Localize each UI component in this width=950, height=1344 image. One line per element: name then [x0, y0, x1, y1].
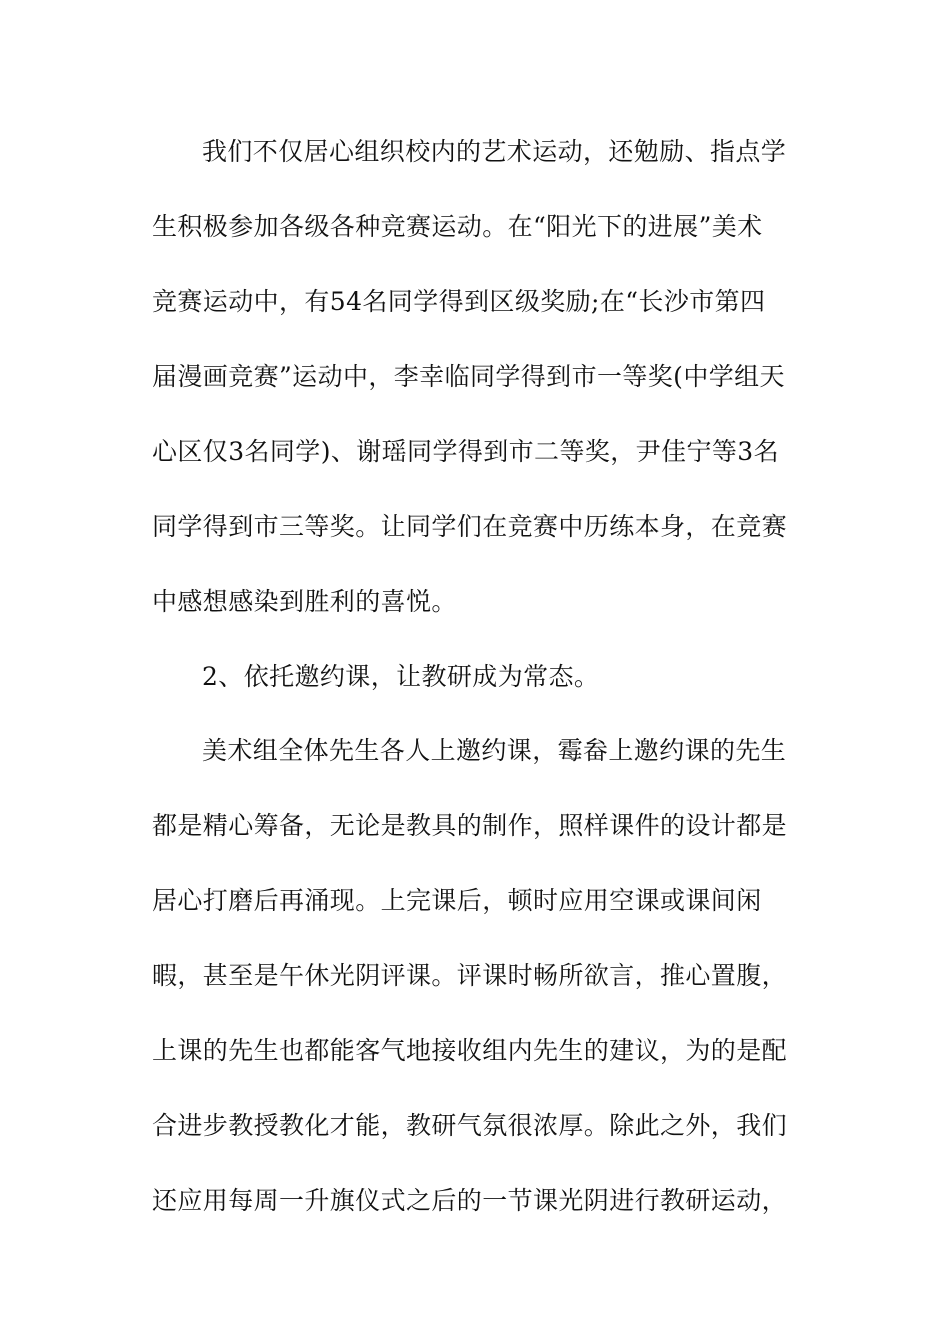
paragraph-line: 我们不仅居心组织校内的艺术运动，还勉励、指点学	[202, 137, 787, 166]
paragraph-line: 中感想感染到胜利的喜悦。	[152, 587, 457, 616]
paragraph-line: 同学得到市三等奖。让同学们在竞赛中历练本身，在竞赛	[152, 512, 788, 541]
section-heading: 2、依托邀约课，让教研成为常态。	[202, 662, 600, 691]
paragraph-line: 上课的先生也都能客气地接收组内先生的建议，为的是配	[152, 1036, 788, 1065]
paragraph-line: 竞赛运动中，有54名同学得到区级奖励;在“长沙市第四	[152, 287, 766, 316]
paragraph-line: 还应用每周一升旗仪式之后的一节课光阴进行教研运动，	[152, 1186, 788, 1215]
paragraph-line: 心区仅3名同学)、谢瑶同学得到市二等奖，尹佳宁等3名	[152, 437, 779, 466]
paragraph-line: 合进步教授教化才能，教研气氛很浓厚。除此之外，我们	[152, 1111, 788, 1140]
paragraph-line: 居心打磨后再涌现。上完课后，顿时应用空课或课间闲	[152, 886, 762, 915]
paragraph-line: 生积极参加各级各种竞赛运动。在“阳光下的进展”美术	[152, 212, 763, 241]
paragraph-line: 美术组全体先生各人上邀约课，霉畚上邀约课的先生	[202, 736, 787, 765]
paragraph-line: 都是精心筹备，无论是教具的制作，照样课件的设计都是	[152, 811, 788, 840]
paragraph-line: 暇，甚至是午休光阴评课。评课时畅所欲言，推心置腹，	[152, 961, 788, 990]
paragraph-line: 届漫画竞赛”运动中，李幸临同学得到市一等奖(中学组天	[152, 362, 785, 391]
